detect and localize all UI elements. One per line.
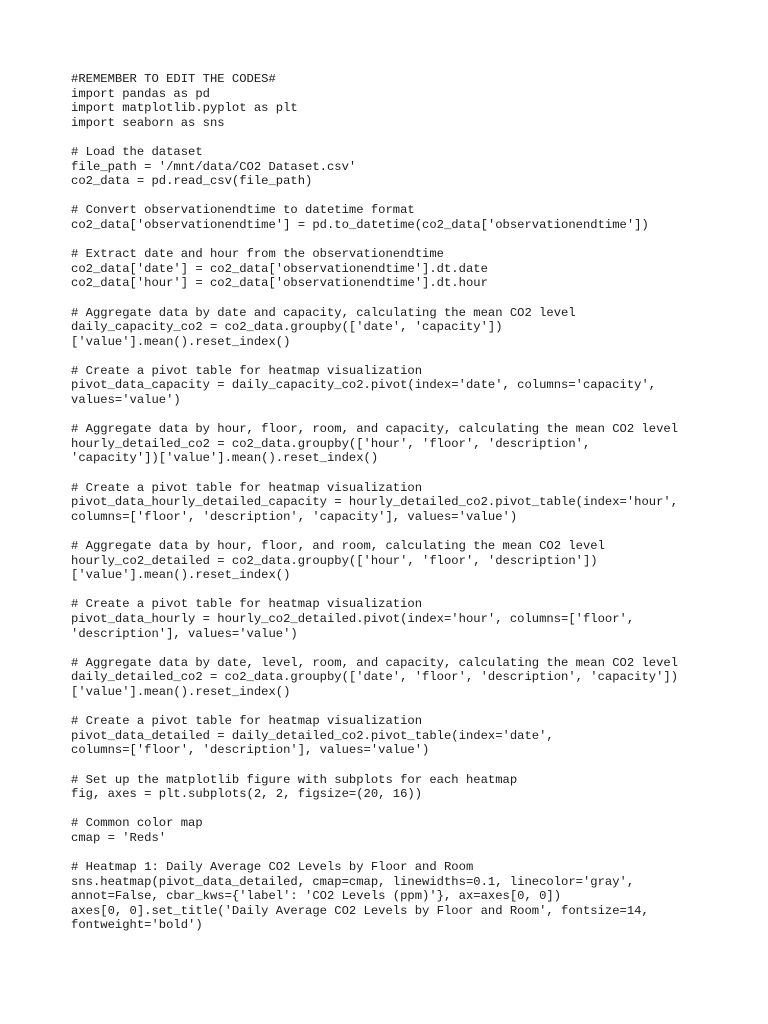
code-line: fig, axes = plt.subplots(2, 2, figsize=(20, 16)) xyxy=(71,787,423,802)
code-line: hourly_co2_detailed = co2_data.groupby(['hour', 'floor', 'description']) xyxy=(71,553,598,568)
code-line: pivot_data_hourly = hourly_co2_detailed.pivot(index='hour', columns=['floor', xyxy=(71,611,635,626)
code-line: 'capacity'])['value'].mean().reset_index() xyxy=(71,451,379,466)
code-line: import seaborn as sns xyxy=(71,115,225,130)
code-line: ['value'].mean().reset_index() xyxy=(71,684,291,699)
blank-line xyxy=(71,130,731,145)
code-line: file_path = '/mnt/data/CO2 Dataset.csv' xyxy=(71,159,357,174)
code-line: cmap = 'Reds' xyxy=(71,830,167,845)
blank-line xyxy=(71,291,731,306)
blank-line xyxy=(71,845,731,860)
code-line: # Aggregate data by hour, floor, and room, calculating the mean CO2 level xyxy=(71,539,605,553)
code-line: axes[0, 0].set_title('Daily Average CO2 Levels by Floor and Room', fontsize=14, xyxy=(71,903,649,918)
code-line: 'description'], values='value') xyxy=(71,626,298,641)
code-line: daily_capacity_co2 = co2_data.groupby(['date', 'capacity']) xyxy=(71,320,503,335)
code-line: ['value'].mean().reset_index() xyxy=(71,334,291,349)
code-line: ['value'].mean().reset_index() xyxy=(71,568,291,583)
code-line: columns=['floor', 'description', 'capacity'], values='value') xyxy=(71,509,518,524)
blank-line xyxy=(71,189,731,204)
blank-line xyxy=(71,583,731,598)
code-line: # Aggregate data by date and capacity, calculating the mean CO2 level xyxy=(71,305,576,320)
code-line: sns.heatmap(pivot_data_detailed, cmap=cmap, linewidths=0.1, linecolor='gray', xyxy=(71,874,635,889)
code-line: daily_detailed_co2 = co2_data.groupby(['date', 'floor', 'description', 'capacity']) xyxy=(71,670,679,685)
code-line: fontweight='bold') xyxy=(71,918,203,933)
code-line: co2_data['observationendtime'] = pd.to_datetime(co2_data['observationendtime']) xyxy=(71,217,649,232)
blank-line xyxy=(71,349,731,364)
code-line: co2_data['hour'] = co2_data['observationendtime'].dt.hour xyxy=(71,276,488,291)
code-line: pivot_data_hourly_detailed_capacity = hourly_detailed_co2.pivot_table(index='hour', xyxy=(71,495,679,510)
code-listing xyxy=(71,72,731,933)
code-line: # Load the dataset xyxy=(71,144,203,159)
code-line: values='value') xyxy=(71,393,181,408)
code-line: co2_data = pd.read_csv(file_path) xyxy=(71,174,313,189)
code-line: # Aggregate data by date, level, room, and capacity, calculating the mean CO2 level xyxy=(71,655,679,670)
code-line: import pandas as pd xyxy=(71,86,210,101)
code-line: pivot_data_capacity = daily_capacity_co2.pivot(index='date', columns='capacity', xyxy=(71,378,657,393)
code-line: # Heatmap 1: Daily Average CO2 Levels by Floor and Room xyxy=(71,860,474,875)
blank-line xyxy=(71,700,731,715)
blank-line xyxy=(71,408,731,423)
code-line: # Extract date and hour from the observationendtime xyxy=(71,247,444,262)
blank-line xyxy=(71,758,731,773)
code-line: # Create a pivot table for heatmap visualization xyxy=(71,480,423,495)
code-line: # Create a pivot table for heatmap visualization xyxy=(71,714,423,729)
code-line: annot=False, cbar_kws={'label': 'CO2 Levels (ppm)'}, ax=axes[0, 0]) xyxy=(71,889,562,904)
code-line: columns=['floor', 'description'], values='value') xyxy=(71,743,430,758)
code-line: #REMEMBER TO EDIT THE CODES# xyxy=(71,72,276,86)
code-line: # Convert observationendtime to datetime format xyxy=(71,203,415,218)
blank-line xyxy=(71,233,731,248)
code-line: hourly_detailed_co2 = co2_data.groupby(['hour', 'floor', 'description', xyxy=(71,436,591,451)
blank-line xyxy=(71,641,731,656)
blank-line xyxy=(71,524,731,539)
blank-line xyxy=(71,802,731,817)
code-line: import matplotlib.pyplot as plt xyxy=(71,101,298,116)
code-line: pivot_data_detailed = daily_detailed_co2.pivot_table(index='date', xyxy=(71,728,554,743)
code-line: # Set up the matplotlib figure with subplots for each heatmap xyxy=(71,772,518,787)
code-line: # Aggregate data by hour, floor, room, and capacity, calculating the mean CO2 level xyxy=(71,422,679,437)
code-line: # Common color map xyxy=(71,816,203,831)
code-line: # Create a pivot table for heatmap visualization xyxy=(71,363,423,378)
blank-line xyxy=(71,466,731,481)
code-line: # Create a pivot table for heatmap visualization xyxy=(71,597,423,612)
code-line: co2_data['date'] = co2_data['observationendtime'].dt.date xyxy=(71,261,488,276)
